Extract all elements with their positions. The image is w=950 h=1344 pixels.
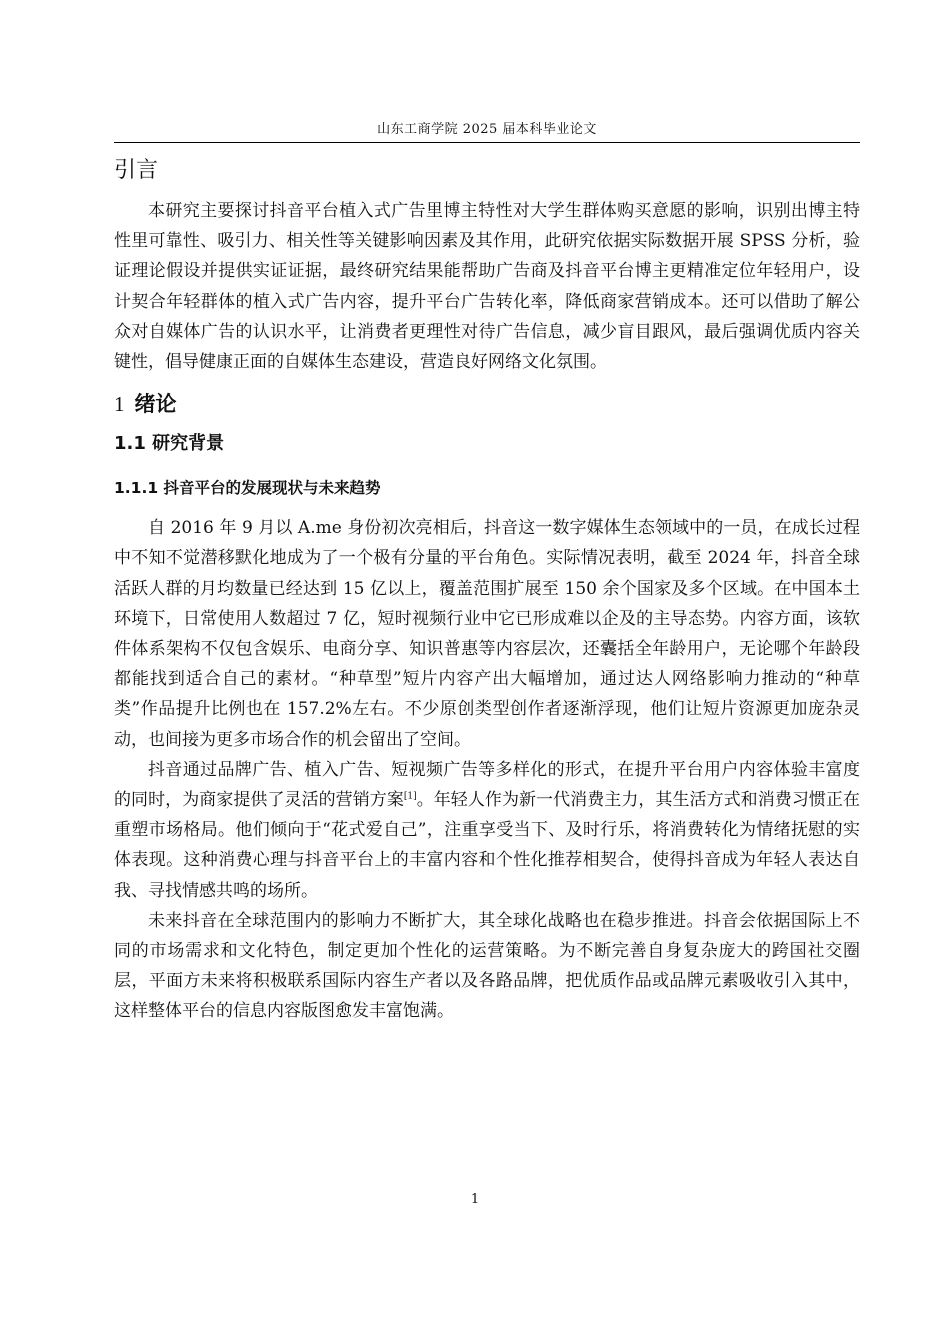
intro-paragraph: 本研究主要探讨抖音平台植入式广告里博主特性对大学生群体购买意愿的影响，识别出博主特性里可靠性、吸引力、相关性等关键影响因素及其作用，此研究依据实际数据开展 SPSS 分析，验证理论假设并提供实证证据，最终研究结果能帮助广告商及抖音平台博主更精准定位年轻用户，设计契合年轻群体的植入式广告内容，提升平台广告转化率，降低商家营销成本。还可以借助了解公众对自媒体广告的认识水平，让消费者更理性对待广告信息，减少盲目跟风，最后强调优质内容关键性，倡导健康正面的自媒体生态建设，营造良好网络文化氛围。 [114,201,860,373]
page-body [114,150,860,1027]
body-paragraph-3: 未来抖音在全球范围内的影响力不断扩大，其全球化战略也在稳步推进。抖音会依据国际上不同的市场需求和文化特色，制定更加个性化的运营策略。为不断完善自身复杂庞大的跨国社交圈层，平面方未来将积极联系国际内容生产者以及各路品牌，把优质作品或品牌元素吸收引入其中，这样整体平台的信息内容版图愈发丰富饱满。 [114,910,860,1022]
body-paragraph-2 [114,755,860,906]
section-heading: 1.1 研究背景 [114,433,225,455]
chapter-number: 1 [114,392,125,417]
intro-heading: 引言 [114,158,159,183]
chapter-heading [114,389,860,419]
subsection-heading: 1.1.1 抖音平台的发展现状与未来趋势 [114,479,381,498]
chapter-title: 绪论 [134,392,177,417]
page-number: 1 [470,1192,480,1207]
paragraph-2-text-b: 。年轻人作为新一代消费主力，其生活方式和消费习惯正在重塑市场格局。他们倾向于“花式爱自己”，注重享受当下、及时行乐，将消费转化为情绪抚慰的实体表现。这种消费心理与抖音平台上的丰富内容和个性化推荐相契合，使得抖音成为年轻人表达自我、寻找情感共鸣的场所。 [114,790,860,901]
body-paragraph-1: 自 2016 年 9 月以 A.me 身份初次亮相后，抖音这一数字媒体生态领域中的一员，在成长过程中不知不觉潜移默化地成为了一个极有分量的平台角色。实际情况表明，截至 2024 年，抖音全球活跃人群的月均数量已经达到 15 亿以上，覆盖范围扩展至 150 余个国家及多个区域。在中国本土环境下，日常使用人数超过 7 亿，短时视频行业中它已形成难以企及的主导态势。内容方面，该软件体系架构不仅包含娱乐、电商分享、知识普惠等内容层次，还囊括全年龄用户，无论哪个年龄段都能找到适合自己的素材。“种草型”短片内容产出大幅增加，通过达人网络影响力推动的“种草类”作品提升比例也在 157.2%左右。不少原创类型创作者逐渐浮现，他们让短片资源更加庞杂灵动，也间接为更多市场合作的机会留出了空间。 [114,518,860,750]
running-header: 山东工商学院 2025 届本科毕业论文 [377,122,597,137]
citation-ref[interactable]: [1] [403,791,417,802]
header-rule [114,142,860,143]
paragraph-2-text-a: 抖音通过品牌广告、植入广告、短视频广告等多样化的形式，在提升平台用户内容体验丰富度的同时，为商家提供了灵活的营销方案 [114,759,860,811]
